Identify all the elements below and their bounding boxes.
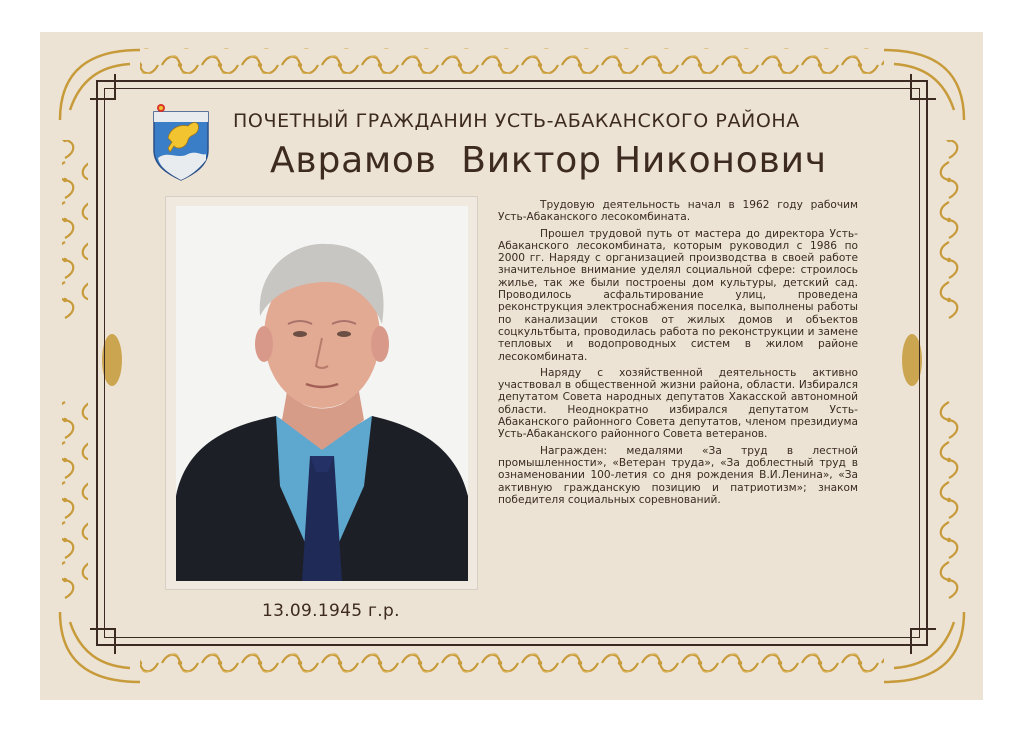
bio-paragraph: Прошел трудовой путь от мастера до директора Усть-Абаканского лесокомбината, которым руководил с 1986 по 2000 гг. Наряду с организацией производства в своей работе значительное внимание уделял социальной сфере: строилось жилье, так же были построены дом культуры, детский сад. Проводилось асфальтирование улиц, проведена реконструкция электроснабжения поселка, выполнены работы по канализации стоков от жилых домов и объектов соцкультбыта, проводилась работа по реконструкции и замене тепловых и водопроводных систем в жилом районе лесокомбината. — [498, 227, 858, 363]
bio-paragraph: Наряду с хозяйственной деятельность активно участвовал в общественной жизни района, области. Избирался депутатом Совета народных депутатов Хакасской автономной области. Неоднократно избирался депутатом Усть-Абаканского районного Совета депутатов, членом президиума Усть-Абаканского районного Совета ветеранов. — [498, 366, 858, 441]
portrait-photo — [176, 206, 468, 581]
coat-of-arms-icon — [150, 100, 212, 182]
bio-paragraph: Трудовую деятельность начал в 1962 году рабочим Усть-Абаканского лесокомбината. — [498, 199, 858, 224]
birth-date: 13.09.1945 г.р. — [262, 601, 400, 621]
bio-paragraph: Награжден: медалями «За труд в лестной промышленности», «Ветеран труда», «За доблестный труд в ознаменовании 100-летия со дня рождения В.И.Ленина», «За активную гражданскую позицию и патриотизм»; знаком победителя социальных соревнований. — [498, 444, 858, 506]
person-name: Аврамов Виктор Никонович — [270, 140, 827, 181]
biography-text — [498, 199, 858, 510]
frame-corner — [90, 74, 116, 100]
page-title: ПОЧЕТНЫЙ ГРАЖДАНИН УСТЬ-АБАКАНСКОГО РАЙОНА — [233, 110, 800, 132]
frame-corner — [910, 628, 936, 654]
frame-corner — [910, 74, 936, 100]
frame-corner — [90, 628, 116, 654]
